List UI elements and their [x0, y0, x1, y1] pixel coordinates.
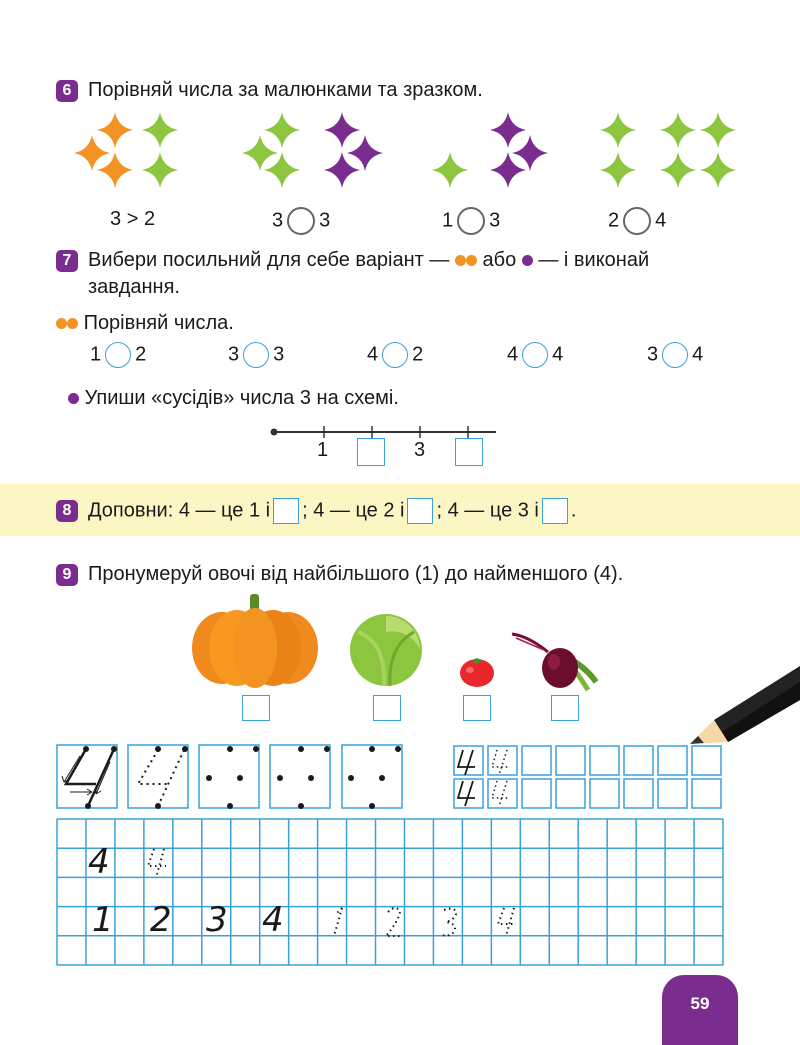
scheme-number-3: 3	[414, 439, 426, 461]
star-icon	[700, 112, 736, 148]
task-6-pair-3: 1 3	[442, 207, 500, 235]
orange-dot-icon	[466, 255, 477, 266]
purple-dot-icon	[68, 393, 79, 404]
task-7-pair-3: 4 2	[367, 342, 423, 368]
star-icon	[242, 135, 278, 171]
star-icon	[142, 152, 178, 188]
task-7-pair-5: 3 4	[647, 342, 703, 368]
star-icon	[432, 152, 468, 188]
compare-circle[interactable]	[382, 342, 408, 368]
star-icon	[74, 135, 110, 171]
task-6-number: 6	[56, 80, 78, 102]
pumpkin-icon	[192, 592, 318, 688]
task-9-text: Пронумеруй овочі від найбільшого (1) до найменшого (4).	[88, 563, 624, 585]
tomato-icon	[459, 654, 495, 688]
grid-digit-4: 4	[88, 842, 110, 882]
task-7-pair-1: 1 2	[90, 342, 146, 368]
task-6-stars	[60, 108, 760, 198]
compare-circle[interactable]	[243, 342, 269, 368]
star-icon	[600, 112, 636, 148]
compare-circle[interactable]	[662, 342, 688, 368]
star-icon	[324, 152, 360, 188]
answer-box[interactable]	[407, 498, 433, 524]
star-icon	[660, 152, 696, 188]
task-7-number: 7	[56, 250, 78, 272]
grid-digit-4b: 4	[262, 900, 284, 940]
answer-box[interactable]	[373, 695, 401, 721]
task-6-text: Порівняй числа за малюнками та зразком.	[88, 79, 483, 101]
star-icon	[97, 152, 133, 188]
task-7-sub1: Порівняй числа.	[56, 311, 234, 335]
dotted-digits	[326, 904, 526, 940]
star-icon	[142, 112, 178, 148]
answer-box[interactable]	[455, 438, 483, 466]
compare-circle[interactable]	[457, 207, 485, 235]
task-7-text-line2: завдання.	[88, 276, 180, 298]
answer-box[interactable]	[463, 695, 491, 721]
orange-dot-icon	[455, 255, 466, 266]
answer-box[interactable]	[242, 695, 270, 721]
purple-dot-icon	[522, 255, 533, 266]
grid-digit-1: 1	[92, 900, 114, 940]
compare-circle[interactable]	[522, 342, 548, 368]
task-8-number: 8	[56, 500, 78, 522]
star-icon	[324, 112, 360, 148]
digit-4-stroke-guides	[56, 744, 408, 810]
answer-box[interactable]	[542, 498, 568, 524]
orange-dot-icon	[56, 318, 67, 329]
task-7-text: Вибери посильний для себе варіант — або — і виконай	[88, 249, 650, 271]
answer-box[interactable]	[357, 438, 385, 466]
star-icon	[490, 152, 526, 188]
compare-circle[interactable]	[287, 207, 315, 235]
beet-icon	[508, 630, 600, 692]
answer-box[interactable]	[551, 695, 579, 721]
star-icon	[347, 135, 383, 171]
star-icon	[660, 112, 696, 148]
star-icon	[264, 152, 300, 188]
page-number: 59	[662, 975, 738, 1045]
star-icon	[264, 112, 300, 148]
dotted-digit-4	[144, 846, 170, 880]
task-6-pair-4: 2 4	[608, 207, 666, 235]
compare-circle[interactable]	[105, 342, 131, 368]
orange-dot-icon	[67, 318, 78, 329]
task-7-pair-4: 4 4	[507, 342, 563, 368]
star-icon	[700, 152, 736, 188]
digit-4-small-cells	[453, 745, 725, 811]
star-icon	[490, 112, 526, 148]
writing-grid	[56, 818, 724, 966]
star-icon	[600, 152, 636, 188]
task-7-pair-2: 3 3	[228, 342, 284, 368]
task-6-pair-2: 3 3	[272, 207, 330, 235]
task-6-example: 3 > 2	[110, 208, 156, 230]
task-9-number: 9	[56, 564, 78, 586]
grid-digit-2: 2	[150, 900, 172, 940]
task-8-text: Доповни: 4 — це 1 і ; 4 — це 2 і ; 4 — це 3 і .	[88, 498, 576, 524]
star-icon	[97, 112, 133, 148]
answer-box[interactable]	[273, 498, 299, 524]
scheme-number-1: 1	[317, 439, 329, 461]
cabbage-icon	[348, 612, 424, 688]
pencil-icon	[684, 660, 800, 746]
star-icon	[512, 135, 548, 171]
grid-digit-3: 3	[206, 900, 228, 940]
compare-circle[interactable]	[623, 207, 651, 235]
task-7-sub2: Упиши «сусідів» числа 3 на схемі.	[68, 386, 399, 410]
